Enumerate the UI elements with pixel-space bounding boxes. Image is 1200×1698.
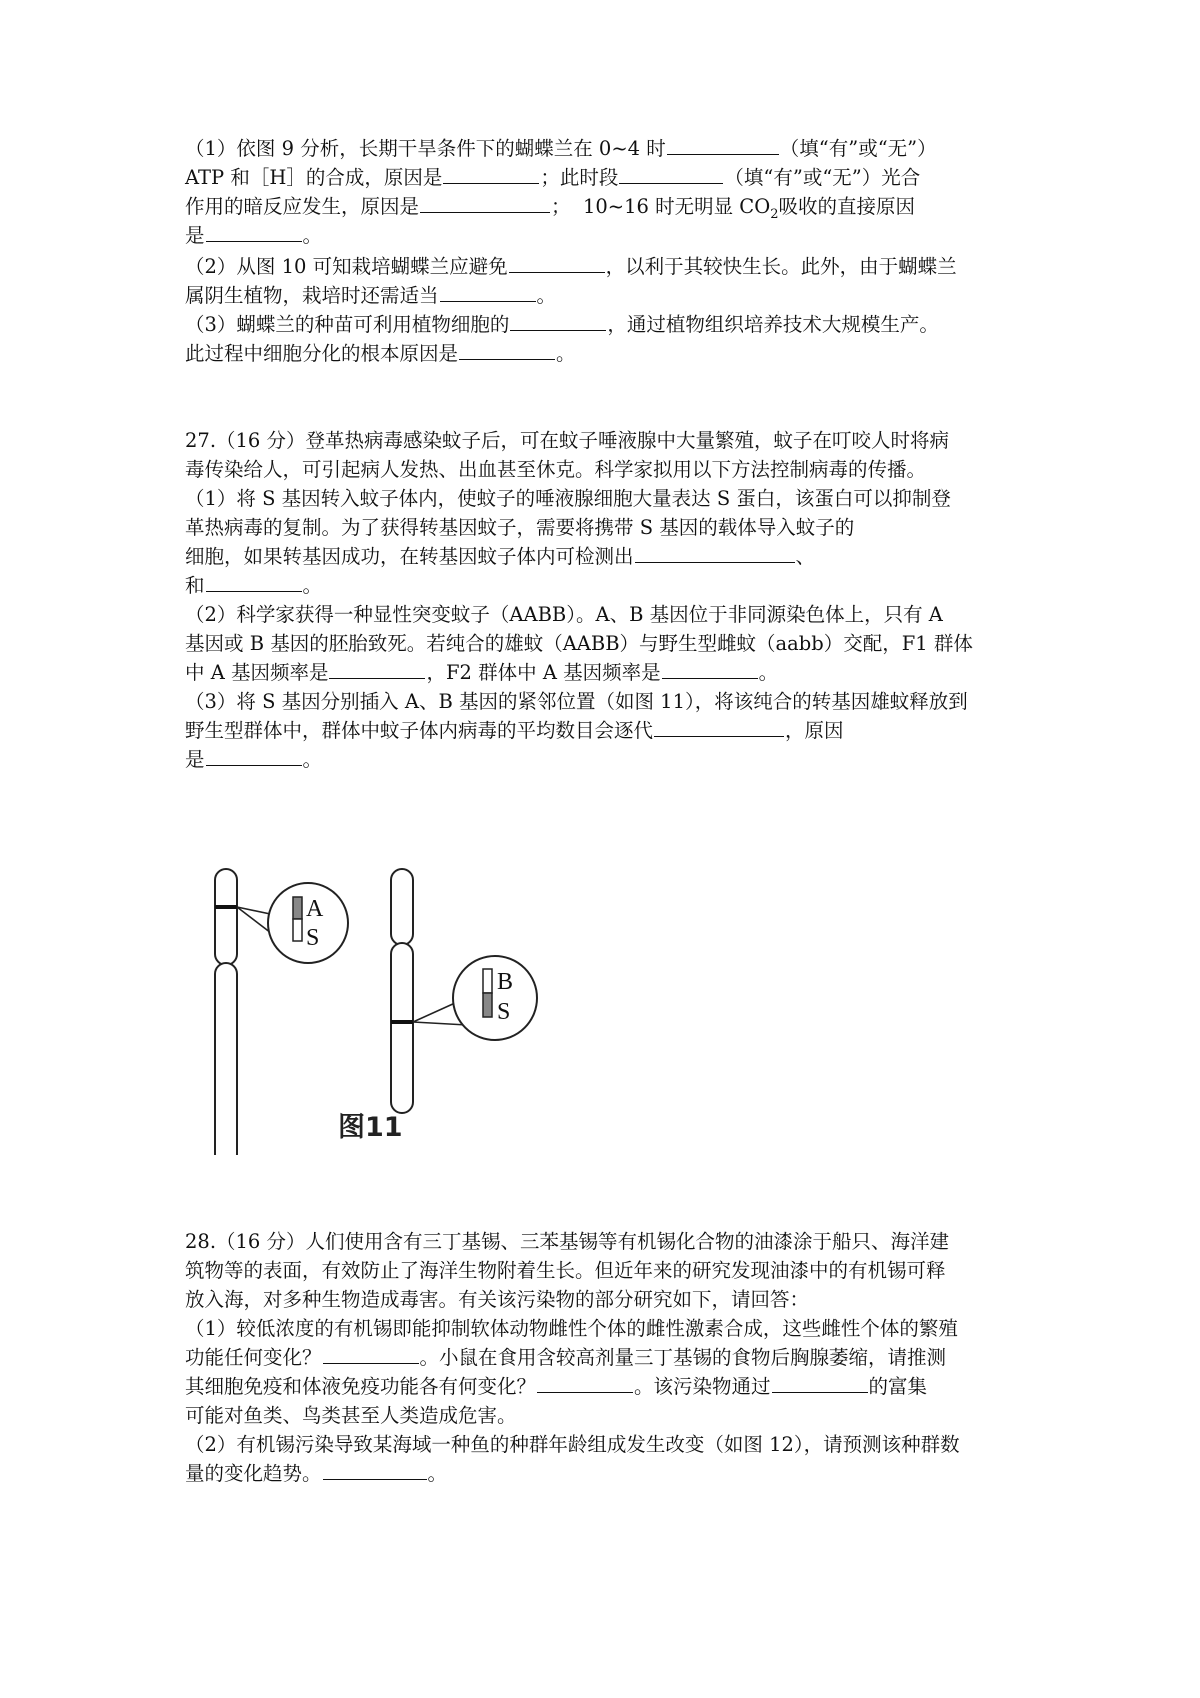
answer-blank[interactable] [323,1343,419,1364]
right-gene-s-label: S [497,999,511,1025]
q28-part1: （1）较低浓度的有机锡即能抑制软体动物雌性个体的雌性激素合成，这些雌性个体的繁殖 功能任何变化？ 。小鼠在食用含较高剂量三丁基锡的食物后胸腺萎缩，请推测 其细胞免疫和体液免疫功能各有何变化？ 。该污染物通过 的富集 可能对鱼类、鸟类甚至人类造成危害。 [185,1317,958,1427]
answer-blank[interactable] [619,163,723,184]
answer-blank[interactable] [323,1459,427,1480]
answer-blank[interactable] [206,745,302,766]
left-zoom-circle [268,883,348,963]
q26-part3: （3）蝴蝶兰的种苗可利用植物细胞的 ，通过植物组织培养技术大规模生产。 此过程中细胞分化的根本原因是 。 [185,310,1030,368]
q27-part2: （2）科学家获得一种显性突变蚊子（AABB）。A、B 基因位于非同源染色体上，只有 A 基因或 B 基因的胚胎致死。若纯合的雄蚊（AABB）与野生型雌蚊（aabb）交配，F1 群体 中 A 基因频率是 ，F2 群体中 A 基因频率是 。 [185,603,973,684]
answer-blank[interactable] [206,571,302,592]
left-gene-a-label: A [306,896,324,922]
answer-blank[interactable] [440,281,536,302]
answer-blank[interactable] [443,163,539,184]
q27-part3: （3）将 S 基因分别插入 A、B 基因的紧邻位置（如图 11），将该纯合的转基因雄蚊释放到 野生型群体中，群体中蚊子体内病毒的平均数目会逐代 ，原因 是 。 [185,690,968,771]
left-chromosome [215,869,237,1155]
q27-part1: （1）将 S 基因转入蚊子体内，使蚊子的唾液腺细胞大量表达 S 蛋白，该蛋白可以抑制登 革热病毒的复制。为了获得转基因蚊子，需要将携带 S 基因的载体导入蚊子的 细胞，如果转基因成功，在转基因蚊子体内可检测出 、 和 。 [185,487,951,597]
answer-blank[interactable] [329,658,425,679]
figure-caption: 图11 [338,1112,403,1143]
right-gene-b-label: B [497,969,514,995]
right-pointer-line [413,1003,455,1022]
right-gene-band [391,1020,413,1024]
answer-blank[interactable] [635,542,795,563]
answer-blank[interactable] [662,658,758,679]
left-gene-band [215,905,237,909]
answer-blank[interactable] [772,1372,868,1393]
chromosome-figure [205,865,605,1155]
answer-blank[interactable] [510,310,606,331]
q27-intro: 27.（16 分）登革热病毒感染蚊子后，可在蚊子唾液腺中大量繁殖，蚊子在叮咬人时将病 毒传染给人，可引起病人发热、出血甚至休克。科学家拟用以下方法控制病毒的传播。 [185,429,950,481]
answer-blank[interactable] [206,221,302,242]
answer-blank[interactable] [459,339,555,360]
right-pointer-line [413,1022,467,1025]
q28-intro: 28.（16 分）人们使用含有三丁基锡、三苯基锡等有机锡化合物的油漆涂于船只、海洋建 筑物等的表面，有效防止了海洋生物附着生长。但近年来的研究发现油漆中的有机锡可释 放入海，对多种生物造成毒害。有关该污染物的部分研究如下，请回答： [185,1230,950,1311]
right-chromosome [391,869,413,1113]
q26-part1: （1）依图 9 分析，长期干旱条件下的蝴蝶兰在 0~4 时 （填“有”或“无”） ATP 和［H］的合成，原因是 ；此时段 （填“有”或“无”）光合 作用的暗反应发生，原因是 ； 10~16 时无明显 $CO_2$吸收的直接原因 是 。 [185,134,1030,250]
q26-part2: （2）从图 10 可知栽培蝴蝶兰应避免 ，以利于其较快生长。此外，由于蝴蝶兰 属阴生植物，栽培时还需适当 。 [185,252,1030,310]
answer-blank[interactable] [537,1372,633,1393]
answer-blank[interactable] [654,716,784,737]
answer-blank[interactable] [667,134,779,155]
q28-part2: （2）有机锡污染导致某海域一种鱼的种群年龄组成发生改变（如图 12），请预测该种群数 量的变化趋势。 。 [185,1433,960,1485]
right-zoom-circle [453,956,537,1040]
answer-blank[interactable] [509,252,605,273]
left-gene-s-label: S [306,925,320,951]
answer-blank[interactable] [420,192,550,213]
